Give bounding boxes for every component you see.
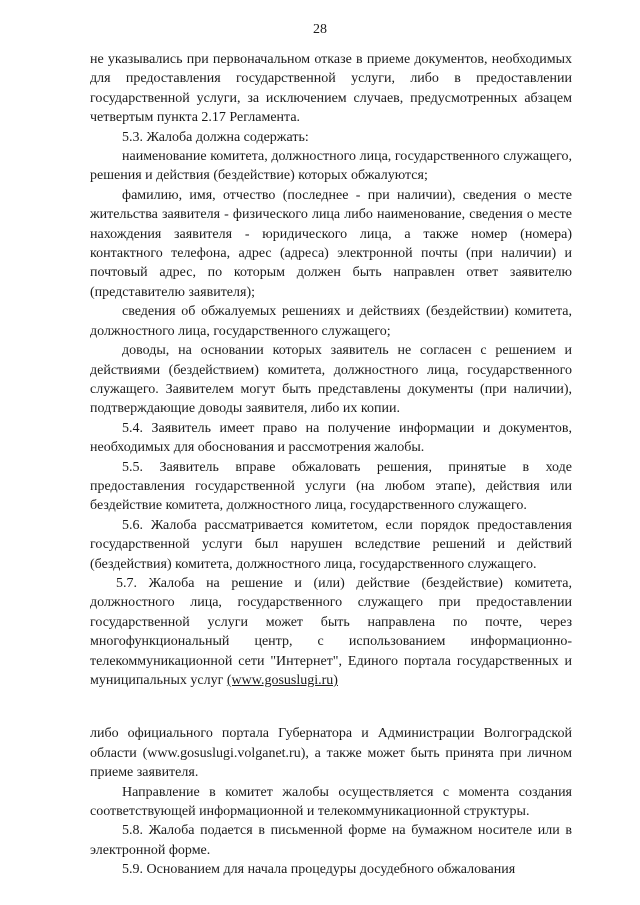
- paragraph-complaint-item-3: сведения об обжалуемых решениях и действиях (бездействии) комитета, должностного лица, государственного служащего;: [90, 304, 572, 339]
- paragraph-5-8: 5.8. Жалоба подается в письменной форме на бумажном носителе или в электронной форме.: [90, 823, 572, 858]
- paragraph-5-5: 5.5. Заявитель вправе обжаловать решения, принятые в ходе предоставления государственной услуги (на любом этапе), действия или бездействие комитета, должностного лица, государственного служащего.: [90, 459, 572, 514]
- gosuslugi-link[interactable]: (www.gosuslugi.ru): [226, 673, 338, 688]
- paragraph-continuation: не указывались при первоначальном отказе в приеме документов, необходимых для предоставления государственной услуги, либо в предоставлении государственной услуги, за исключением случаев, предусмотренных абзацем четвертым пункта 2.17 Регламента.: [90, 52, 572, 126]
- paragraph-5-3: 5.3. Жалоба должна содержать:: [122, 129, 309, 145]
- document-body: [90, 50, 572, 880]
- paragraph-portal: либо официального портала Губернатора и Администрации Волгоградской области (www.gosuslugi.volganet.ru), а также может быть принята при личном приеме заявителя.: [90, 726, 572, 781]
- paragraph-5-9: 5.9. Основанием для начала процедуры досудебного обжалования: [122, 862, 516, 878]
- blank-gap: [90, 690, 572, 724]
- paragraph-5-4: 5.4. Заявитель имеет право на получение информации и документов, необходимых для обоснования и рассмотрения жалобы.: [90, 420, 572, 456]
- paragraph-complaint-item-1: наименование комитета, должностного лица, государственного служащего, решения и действия (бездействие) которых обжалуются;: [90, 149, 572, 184]
- paragraph-direction: Направление в комитет жалобы осуществляется с момента создания соответствующей информационной и телекоммуникационной структуры.: [90, 784, 572, 820]
- paragraph-complaint-item-2: фамилию, имя, отчество (последнее - при наличии), сведения о месте жительства заявителя - физического лица либо наименование, сведения о месте нахождения заявителя - юридического лица, а также номер (номера) контактного телефона, адрес (адреса) электронной почты (при наличии) и почтовый адрес, по которым должен быть направлен ответ заявителю (представителю заявителя);: [90, 187, 572, 300]
- paragraph-5-6: 5.6. Жалоба рассматривается комитетом, если порядок предоставления государственной услуги был нарушен вследствие решений и действий (бездействия) комитета, должностного лица, государственного служащего.: [90, 517, 572, 572]
- page-number: 28: [313, 22, 327, 37]
- paragraph-complaint-item-4: доводы, на основании которых заявитель не согласен с решением и действиями (бездействием) комитета, должностного лица, государственного служащего. Заявителем могут быть представлены документы (при наличии), подтверждающие доводы заявителя, либо их копии.: [90, 343, 572, 417]
- paragraph-5-7: [90, 574, 572, 690]
- paragraph-5-7-text: 5.7. Жалоба на решение и (или) действие (бездействие) комитета, должностного лица, государственного служащего при предоставлении государственной услуги может быть направлена по почте, через многофункциональный центр, с использованием информационно-телекоммуникационной сети "Интернет", Единого портала государственных и муниципальных услуг: [90, 575, 572, 688]
